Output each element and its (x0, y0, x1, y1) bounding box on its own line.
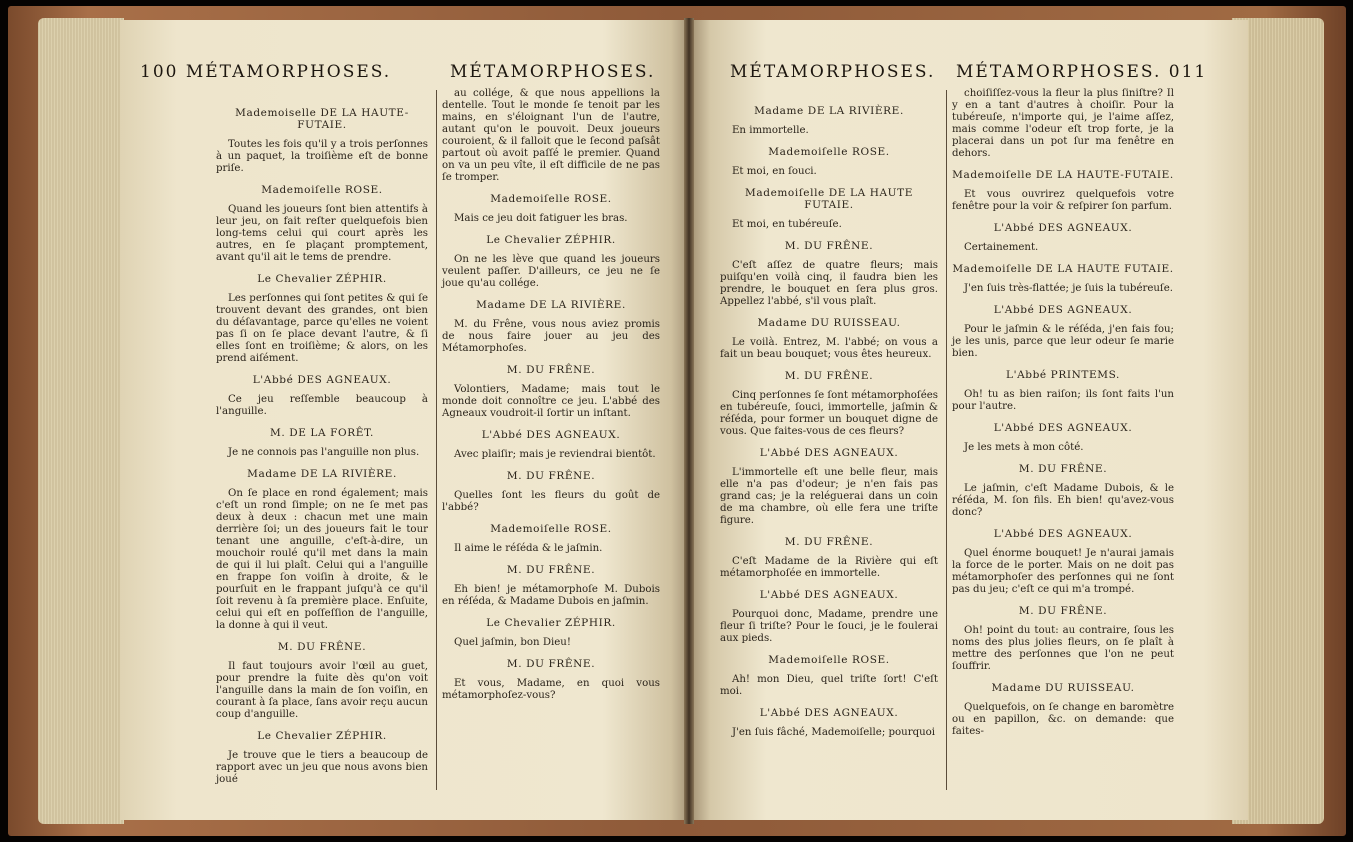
running-title: MÉTAMORPHOSES. (956, 62, 1162, 82)
dialogue-paragraph: M. du Frêne, vous nous aviez promis de nous faire jouer au jeu des Métamorphoſes. (442, 319, 660, 354)
running-title: MÉTAMORPHOSES. (450, 62, 656, 82)
dialogue-paragraph: Et vous ouvrirez quelquefois votre fenêtre pour la voir & reſpirer ſon parfum. (952, 189, 1174, 212)
dialogue-paragraph: Quand les joueurs ſont bien attentifs à leur jeu, on fait reſter quelquefois bien long-tems celui qui court après les autres, en ſe plaçant promptement, avant qu'il ait le tems de prendre. (216, 204, 428, 263)
dialogue-paragraph: Les perſonnes qui ſont petites & qui ſe trouvent devant des grandes, ont bien du déſavantage, parce qu'elles ne voient pas ſi on ſe place devant l'autre, & ſi elles ſont en troiſième; & alors, on les prend aiſément. (216, 293, 428, 364)
dialogue-paragraph: Toutes les fois qu'il y a trois perſonnes à un paquet, la troiſième eſt de bonne priſe. (216, 139, 428, 174)
speaker-name: Le Chevalier ZÉPHIR. (486, 234, 616, 246)
speaker-name: Mademoiſelle ROSE. (490, 523, 612, 535)
dialogue-paragraph: Je les mets à mon côté. (964, 442, 1084, 453)
speaker-name: M. DU FRÊNE. (784, 370, 874, 382)
speaker-name: Mademoiſelle ROSE. (768, 146, 890, 158)
dialogue-paragraph: Quelles ſont les fleurs du goût de l'abbé? (442, 490, 660, 513)
dialogue-paragraph: Pour le jaſmin & le réſéda, j'en fais fou; je les unis, parce que leur odeur ſe marie bien. (952, 324, 1174, 359)
dialogue-paragraph: L'immortelle eſt une belle fleur, mais elle n'a pas d'odeur; je n'en fais pas grand cas; je la reléguerai dans un coin de ma chambre, où elle fera une triſte figure. (720, 467, 938, 526)
speaker-name: Le Chevalier ZÉPHIR. (257, 273, 387, 285)
dialogue-paragraph: C'eſt aſſez de quatre fleurs; mais puiſqu'en voilà cinq, il faudra bien les prendre, le bouquet en ſera plus gros. Appellez l'abbé, s'il vous plaît. (720, 260, 938, 307)
speaker-name: L'Abbé DES AGNEAUX. (252, 374, 392, 386)
dialogue-paragraph: Je ne connois pas l'anguille non plus. (228, 447, 420, 458)
dialogue-paragraph: Et vous, Madame, en quoi vous métamorphoſez-vous? (442, 678, 660, 701)
speaker-name: M. DU FRÊNE. (1018, 605, 1108, 617)
text-column-1 (216, 98, 428, 800)
speaker-name: Mademoiſelle ROSE. (261, 184, 383, 196)
dialogue-paragraph: Eh bien! je métamorphoſe M. Dubois en réſéda, & Madame Dubois en jaſmin. (442, 584, 660, 607)
dialogue-paragraph: Le jaſmin, c'eſt Madame Dubois, & le réſéda, M. ſon fils. Eh bien! qu'avez-vous donc? (952, 483, 1174, 518)
speaker-name: M. DU FRÊNE. (277, 641, 367, 653)
speaker-name: Le Chevalier ZÉPHIR. (257, 730, 387, 742)
speaker-name: Madame DE LA RIVIÈRE. (754, 105, 904, 117)
page-number: 011 (1168, 62, 1208, 82)
page-number: 100 (140, 62, 179, 82)
speaker-name: L'Abbé DES AGNEAUX. (759, 707, 899, 719)
speaker-name: M. DU FRÊNE. (506, 658, 596, 670)
speaker-name: M. DU FRÊNE. (784, 240, 874, 252)
speaker-name: L'Abbé DES AGNEAUX. (759, 447, 899, 459)
dialogue-paragraph: On ne les lève que quand les joueurs veulent paſſer. D'ailleurs, ce jeu ne ſe joue qu'au collége. (442, 254, 660, 289)
dialogue-paragraph: On ſe place en rond également; mais c'eſt un rond ſimple; on ne ſe met pas deux à deux : chacun met une main derrière ſoi; un des joueurs fait le tour tenant une anguille, c'eſt-à-dire, un mouchoir roulé qu'il met dans la main de qui il lui plaît. Celui qui a l'anguille en frappe ſon voiſin à droite, & le pourſuit en le frappant juſqu'à ce qu'il ſoit revenu à ſa première place. Enſuite, celui qui eſt en poſſeſſion de l'anguille, la donne à qui il veut. (216, 488, 428, 631)
speaker-name: L'Abbé PRINTEMS. (1006, 369, 1120, 381)
dialogue-paragraph: J'en ſuis très-flattée; je ſuis la tubéreuſe. (964, 283, 1173, 294)
text-column-2 (442, 88, 660, 800)
dialogue-paragraph: Certainement. (964, 242, 1039, 253)
speaker-name: Mademoiſelle DE LA HAUTE-FUTAIE. (952, 169, 1174, 181)
speaker-name: M. DU FRÊNE. (506, 564, 596, 576)
speaker-name: Madame DU RUISSEAU. (757, 317, 901, 329)
left-page (120, 20, 688, 820)
dialogue-paragraph: Ah! mon Dieu, quel triſte ſort! C'eſt moi. (720, 674, 938, 697)
right-page (688, 20, 1248, 820)
speaker-name: Mademoiſelle ROSE. (490, 193, 612, 205)
speaker-name: Madame DE LA RIVIÈRE. (476, 299, 626, 311)
dialogue-paragraph: Oh! tu as bien raiſon; ils ſont faits l'un pour l'autre. (952, 389, 1174, 412)
dialogue-paragraph: C'eſt Madame de la Rivière qui eſt métamorphoſée en immortelle. (720, 556, 938, 579)
dialogue-paragraph: Il aime le réſéda & le jaſmin. (454, 543, 603, 554)
column-rule (436, 90, 437, 790)
speaker-name: Mademoiselle DE LA HAUTE-FUTAIE. (235, 107, 409, 131)
speaker-name: M. DU FRÊNE. (506, 364, 596, 376)
speaker-name: M. DU FRÊNE. (784, 536, 874, 548)
dialogue-paragraph: Quel jaſmin, bon Dieu! (454, 637, 571, 648)
speaker-name: Mademoiſelle ROSE. (768, 654, 890, 666)
page-header-right (450, 62, 655, 82)
dialogue-paragraph: Et moi, en tubéreuſe. (732, 219, 842, 230)
dialogue-paragraph: Ce jeu reſſemble beaucoup à l'anguille. (216, 394, 428, 417)
speaker-name: M. DE LA FORÊT. (269, 427, 374, 439)
speaker-name: Madame DE LA RIVIÈRE. (247, 468, 397, 480)
text-column-3 (720, 96, 938, 800)
dialogue-paragraph: Cinq perſonnes ſe ſont métamorphoſées en tubéreuſe, ſouci, immortelle, jaſmin & réſéda, pour former un bouquet digne de vous. Que faites-vous de ces fleurs? (720, 390, 938, 437)
speaker-name: L'Abbé DES AGNEAUX. (993, 222, 1133, 234)
column-rule (946, 90, 947, 790)
dialogue-paragraph: Oh! point du tout: au contraire, ſous les noms des plus jolies fleurs, on ſe plaît à mettre des perſonnes que l'on ne peut ſouffrir. (952, 625, 1174, 672)
speaker-name: M. DU FRÊNE. (1018, 463, 1108, 475)
running-title: MÉTAMORPHOSES. (730, 62, 936, 82)
book-gutter (684, 18, 694, 824)
speaker-name: L'Abbé DES AGNEAUX. (993, 304, 1133, 316)
dialogue-paragraph: Volontiers, Madame; mais tout le monde doit connoître ce jeu. L'abbé des Agneaux voudroit-il ſortir un inſtant. (442, 384, 660, 419)
dialogue-paragraph: Avec plaiſir; mais je reviendrai bientôt. (454, 449, 656, 460)
page-header-left (730, 62, 935, 82)
speaker-name: Mademoiſelle DE LA HAUTE FUTAIE. (952, 263, 1174, 275)
dialogue-paragraph: au collége, & que nous appellions la dentelle. Tout le monde ſe tenoit par les mains, en s'éloignant l'un de l'autre, autant qu'on le pouvoit. Deux joueurs couroient, & il falloit que le ſecond paſsât partout où avoit paſſé le premier. Quand on va un peu vîte, il eſt difficile de ne pas ſe tromper. (442, 88, 660, 183)
page-header-right (956, 62, 1207, 82)
speaker-name: M. DU FRÊNE. (506, 470, 596, 482)
dialogue-paragraph: En immortelle. (732, 125, 809, 136)
dialogue-paragraph: Quel énorme bouquet! Je n'aurai jamais la force de le porter. Mais on ne doit pas métamorphoſer des perſonnes qui ne ſont pas du jeu; c'eſt ce qui m'a trompé. (952, 548, 1174, 595)
speaker-name: L'Abbé DES AGNEAUX. (759, 589, 899, 601)
speaker-name: Madame DU RUISSEAU. (991, 682, 1135, 694)
speaker-name: L'Abbé DES AGNEAUX. (993, 528, 1133, 540)
dialogue-paragraph: Pourquoi donc, Madame, prendre une fleur ſi triſte? Pour le ſouci, je le foulerai aux pieds. (720, 609, 938, 644)
dialogue-paragraph: J'en ſuis fâché, Mademoiſelle; pourquoi (732, 727, 936, 738)
dialogue-paragraph: Et moi, en ſouci. (732, 166, 817, 177)
dialogue-paragraph: Il faut toujours avoir l'œil au guet, pour prendre la fuite dès qu'on voit l'anguille dans la main de ſon voiſin, en courant à ſa place, ſans avoir reçu aucun coup d'anguille. (216, 661, 428, 720)
left-page-edges (38, 18, 124, 824)
text-column-4 (952, 88, 1174, 800)
speaker-name: Mademoiſelle DE LA HAUTE FUTAIE. (745, 187, 913, 211)
speaker-name: Le Chevalier ZÉPHIR. (486, 617, 616, 629)
running-title: MÉTAMORPHOSES. (185, 62, 392, 82)
dialogue-paragraph: Quelquefois, on ſe change en baromètre ou en papillon, &c. on demande: que faites- (952, 702, 1174, 737)
dialogue-paragraph: choiſiſſez-vous la fleur la plus ſiniſtre? Il y en a tant d'autres à choiſir. Pour la tubéreuſe, n'importe qui, je l'aime aſſez, mais comme l'odeur eſt trop forte, je la placerai dans un pot ſur ma fenêtre en dehors. (952, 88, 1174, 159)
page-header-left (140, 62, 391, 82)
dialogue-paragraph: Le voilà. Entrez, M. l'abbé; on vous a fait un beau bouquet; vous êtes heureux. (720, 337, 938, 360)
speaker-name: L'Abbé DES AGNEAUX. (993, 422, 1133, 434)
dialogue-paragraph: Mais ce jeu doit fatiguer les bras. (454, 213, 628, 224)
dialogue-paragraph: Je trouve que le tiers a beaucoup de rapport avec un jeu que nous avons bien joué (216, 750, 428, 785)
speaker-name: L'Abbé DES AGNEAUX. (481, 429, 621, 441)
